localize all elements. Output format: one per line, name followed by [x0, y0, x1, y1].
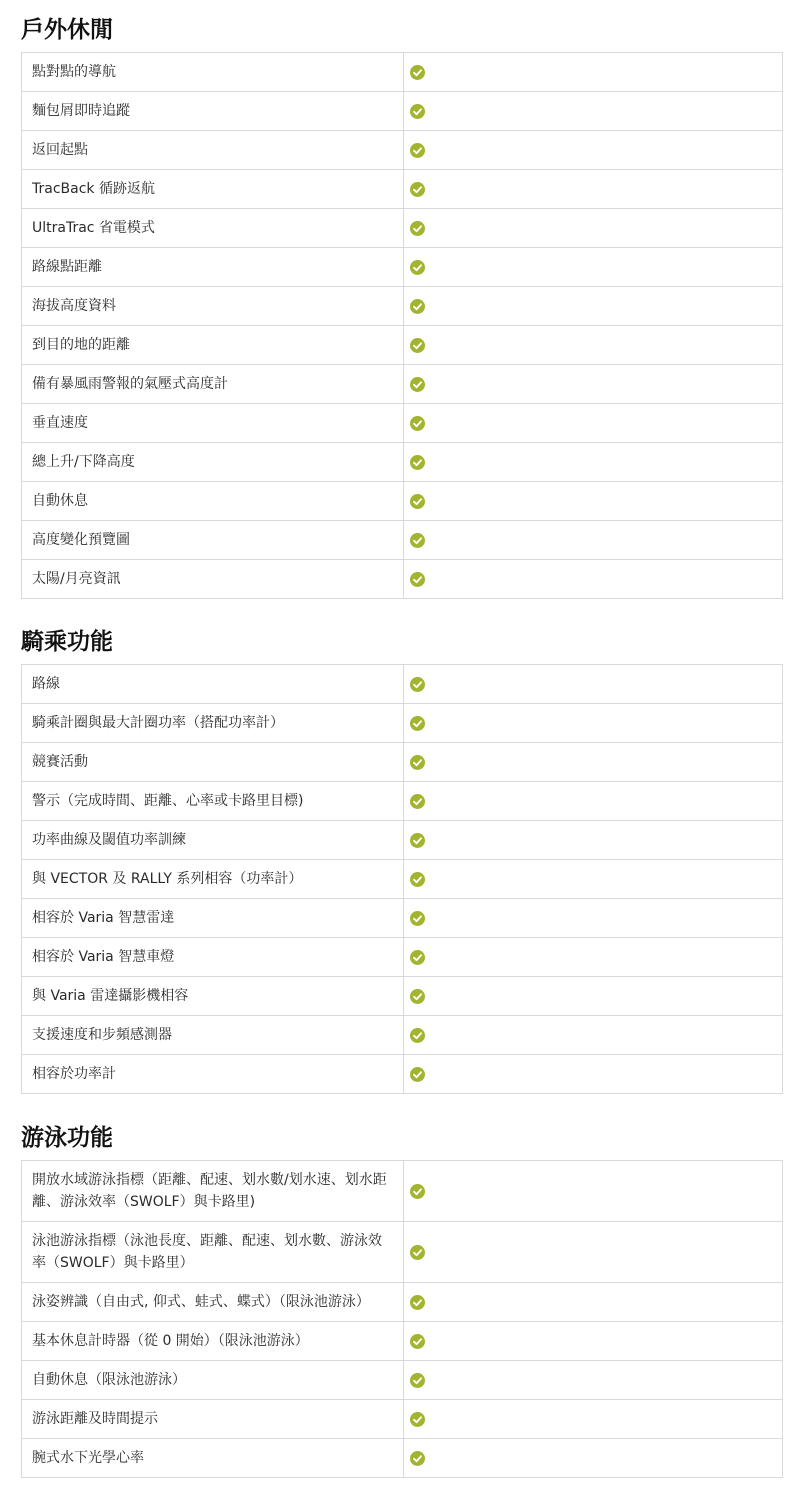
supported-cell — [404, 977, 783, 1016]
supported-cell — [404, 1016, 783, 1055]
check-circle-icon — [410, 1334, 425, 1349]
section-title: 騎乘功能 — [21, 629, 113, 655]
supported-cell — [404, 365, 783, 404]
check-circle-icon — [410, 533, 425, 548]
feature-name: 麵包屑即時追蹤 — [22, 92, 404, 131]
supported-cell — [404, 482, 783, 521]
supported-cell — [404, 743, 783, 782]
table-row — [22, 899, 783, 938]
supported-cell — [404, 1439, 783, 1478]
check-circle-icon — [410, 260, 425, 275]
feature-name: 高度變化預覽圖 — [22, 521, 404, 560]
supported-cell — [404, 248, 783, 287]
table-row — [22, 665, 783, 704]
supported-cell — [404, 1283, 783, 1322]
table-row — [22, 209, 783, 248]
check-circle-icon — [410, 1184, 425, 1199]
feature-name: 到目的地的距離 — [22, 326, 404, 365]
table-row — [22, 1361, 783, 1400]
table-row — [22, 1283, 783, 1322]
feature-name: TracBack 循跡返航 — [22, 170, 404, 209]
table-row — [22, 1439, 783, 1478]
feature-name: 警示（完成時間、距離、心率或卡路里目標) — [22, 782, 404, 821]
table-row — [22, 938, 783, 977]
check-circle-icon — [410, 182, 425, 197]
feature-name: UltraTrac 省電模式 — [22, 209, 404, 248]
table-row — [22, 404, 783, 443]
supported-cell — [404, 704, 783, 743]
table-row — [22, 1016, 783, 1055]
table-row — [22, 92, 783, 131]
check-circle-icon — [410, 677, 425, 692]
table-row — [22, 443, 783, 482]
table-row — [22, 560, 783, 599]
supported-cell — [404, 1361, 783, 1400]
feature-name: 腕式水下光學心率 — [22, 1439, 404, 1478]
feature-name: 與 Varia 雷達攝影機相容 — [22, 977, 404, 1016]
feature-name: 總上升/下降高度 — [22, 443, 404, 482]
table-row — [22, 521, 783, 560]
check-circle-icon — [410, 1451, 425, 1466]
check-circle-icon — [410, 1295, 425, 1310]
check-circle-icon — [410, 716, 425, 731]
table-row — [22, 1322, 783, 1361]
table-row — [22, 821, 783, 860]
supported-cell — [404, 560, 783, 599]
section-title: 戶外休閒 — [21, 17, 113, 43]
supported-cell — [404, 170, 783, 209]
table-row — [22, 1222, 783, 1283]
check-circle-icon — [410, 416, 425, 431]
check-circle-icon — [410, 1373, 425, 1388]
feature-name: 海拔高度資料 — [22, 287, 404, 326]
check-circle-icon — [410, 1067, 425, 1082]
supported-cell — [404, 521, 783, 560]
check-circle-icon — [410, 143, 425, 158]
table-row — [22, 53, 783, 92]
check-circle-icon — [410, 338, 425, 353]
supported-cell — [404, 1322, 783, 1361]
supported-cell — [404, 209, 783, 248]
supported-cell — [404, 326, 783, 365]
supported-cell — [404, 287, 783, 326]
table-row — [22, 326, 783, 365]
check-circle-icon — [410, 755, 425, 770]
feature-name: 開放水域游泳指標（距離、配速、划水數/划水速、划水距離、游泳效率（SWOLF）與卡路里) — [22, 1161, 404, 1222]
supported-cell — [404, 1055, 783, 1094]
table-row — [22, 860, 783, 899]
table-row — [22, 287, 783, 326]
supported-cell — [404, 131, 783, 170]
feature-name: 自動休息 — [22, 482, 404, 521]
feature-table — [21, 52, 783, 599]
feature-name: 路線點距離 — [22, 248, 404, 287]
check-circle-icon — [410, 989, 425, 1004]
feature-name: 騎乘計圈與最大計圈功率（搭配功率計） — [22, 704, 404, 743]
feature-name: 備有暴風雨警報的氣壓式高度計 — [22, 365, 404, 404]
feature-name: 相容於 Varia 智慧雷達 — [22, 899, 404, 938]
check-circle-icon — [410, 104, 425, 119]
feature-name: 垂直速度 — [22, 404, 404, 443]
table-row — [22, 977, 783, 1016]
feature-name: 太陽/月亮資訊 — [22, 560, 404, 599]
feature-name: 路線 — [22, 665, 404, 704]
check-circle-icon — [410, 377, 425, 392]
table-row — [22, 170, 783, 209]
feature-name: 支援速度和步頻感測器 — [22, 1016, 404, 1055]
table-row — [22, 131, 783, 170]
supported-cell — [404, 1161, 783, 1222]
supported-cell — [404, 938, 783, 977]
check-circle-icon — [410, 950, 425, 965]
table-row — [22, 482, 783, 521]
check-circle-icon — [410, 572, 425, 587]
supported-cell — [404, 53, 783, 92]
supported-cell — [404, 1400, 783, 1439]
supported-cell — [404, 821, 783, 860]
check-circle-icon — [410, 833, 425, 848]
section-cycling — [21, 627, 783, 1082]
feature-name: 游泳距離及時間提示 — [22, 1400, 404, 1439]
feature-name: 競賽活動 — [22, 743, 404, 782]
check-circle-icon — [410, 299, 425, 314]
feature-name: 返回起點 — [22, 131, 404, 170]
supported-cell — [404, 443, 783, 482]
supported-cell — [404, 899, 783, 938]
check-circle-icon — [410, 1028, 425, 1043]
table-row — [22, 782, 783, 821]
feature-table — [21, 1160, 783, 1478]
check-circle-icon — [410, 1245, 425, 1260]
check-circle-icon — [410, 872, 425, 887]
section-title: 游泳功能 — [21, 1125, 113, 1151]
check-circle-icon — [410, 221, 425, 236]
feature-name: 泳姿辨識（自由式, 仰式、蛙式、蝶式）（限泳池游泳） — [22, 1283, 404, 1322]
check-circle-icon — [410, 794, 425, 809]
check-circle-icon — [410, 455, 425, 470]
supported-cell — [404, 782, 783, 821]
table-row — [22, 365, 783, 404]
feature-table — [21, 664, 783, 1094]
feature-name: 基本休息計時器（從 0 開始）（限泳池游泳） — [22, 1322, 404, 1361]
table-row — [22, 1161, 783, 1222]
section-outdoor — [21, 15, 783, 587]
feature-name: 功率曲線及閾值功率訓練 — [22, 821, 404, 860]
supported-cell — [404, 860, 783, 899]
feature-name: 自動休息（限泳池游泳） — [22, 1361, 404, 1400]
supported-cell — [404, 92, 783, 131]
feature-name: 與 VECTOR 及 RALLY 系列相容（功率計） — [22, 860, 404, 899]
supported-cell — [404, 1222, 783, 1283]
check-circle-icon — [410, 911, 425, 926]
table-row — [22, 1055, 783, 1094]
supported-cell — [404, 665, 783, 704]
feature-name: 相容於 Varia 智慧車燈 — [22, 938, 404, 977]
table-row — [22, 743, 783, 782]
section-swimming — [21, 1123, 783, 1466]
check-circle-icon — [410, 65, 425, 80]
feature-name: 相容於功率計 — [22, 1055, 404, 1094]
supported-cell — [404, 404, 783, 443]
table-row — [22, 248, 783, 287]
check-circle-icon — [410, 494, 425, 509]
table-row — [22, 1400, 783, 1439]
feature-name: 點對點的導航 — [22, 53, 404, 92]
check-circle-icon — [410, 1412, 425, 1427]
table-row — [22, 704, 783, 743]
feature-name: 泳池游泳指標（泳池長度、距離、配速、划水數、游泳效率（SWOLF）與卡路里） — [22, 1222, 404, 1283]
